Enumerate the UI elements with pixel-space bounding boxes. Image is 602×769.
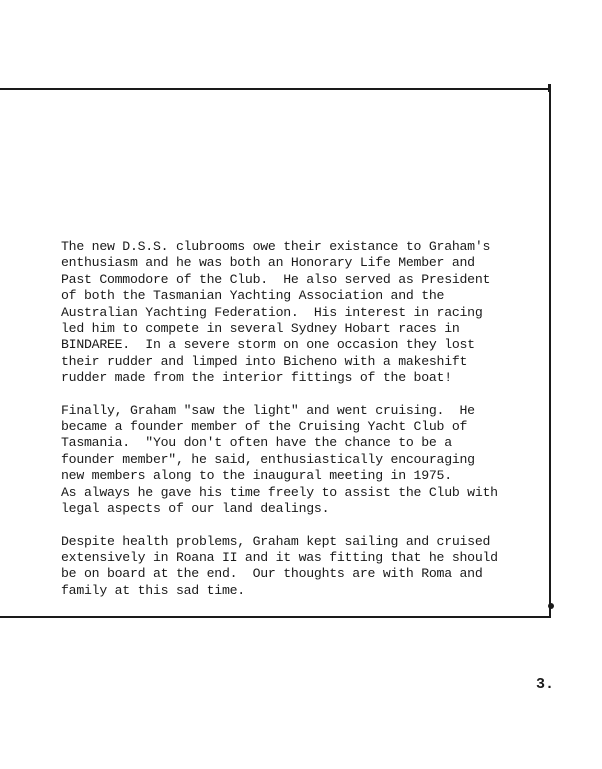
text-line: of both the Tasmanian Yachting Association and the <box>61 288 445 304</box>
article-body <box>61 239 546 615</box>
text-line: Australian Yachting Federation. His interest in racing <box>61 304 483 320</box>
text-line: family at this sad time. <box>61 582 245 598</box>
text-line: new members along to the inaugural meeting in 1975. <box>61 468 452 484</box>
text-line: became a founder member of the Cruising Yacht Club of <box>61 419 468 435</box>
text-line: be on board at the end. Our thoughts are with Roma and <box>61 566 483 582</box>
paragraph-closing <box>61 534 546 600</box>
text-line: their rudder and limped into Bicheno with a makeshift <box>61 353 468 369</box>
page-number: 3. <box>536 676 555 693</box>
frame-corner-dot <box>548 603 554 609</box>
text-line: enthusiasm and he was both an Honorary Life Member and <box>61 255 475 271</box>
paragraph-cruising <box>61 403 546 518</box>
text-line: As always he gave his time freely to assist the Club with <box>61 484 498 500</box>
frame-corner-mark <box>548 84 551 92</box>
text-line: founder member", he said, enthusiastically encouraging <box>61 451 475 467</box>
text-line: The new D.S.S. clubrooms owe their existance to Graham's <box>61 239 491 254</box>
text-line: Past Commodore of the Club. He also served as President <box>61 271 491 287</box>
text-line: extensively in Roana II and it was fitting that he should <box>61 549 498 565</box>
text-line: legal aspects of our land dealings. <box>61 501 330 517</box>
text-line: led him to compete in several Sydney Hobart races in <box>61 321 460 337</box>
text-line: BINDAREE. In a severe storm on one occasion they lost <box>61 337 475 353</box>
text-line: Tasmania. "You don't often have the chance to be a <box>61 435 452 451</box>
text-line: Finally, Graham "saw the light" and went cruising. He <box>61 402 475 418</box>
text-line: rudder made from the interior fittings of the boat! <box>61 370 452 386</box>
paragraph-clubrooms <box>61 239 546 387</box>
text-line: Despite health problems, Graham kept sailing and cruised <box>61 533 491 549</box>
